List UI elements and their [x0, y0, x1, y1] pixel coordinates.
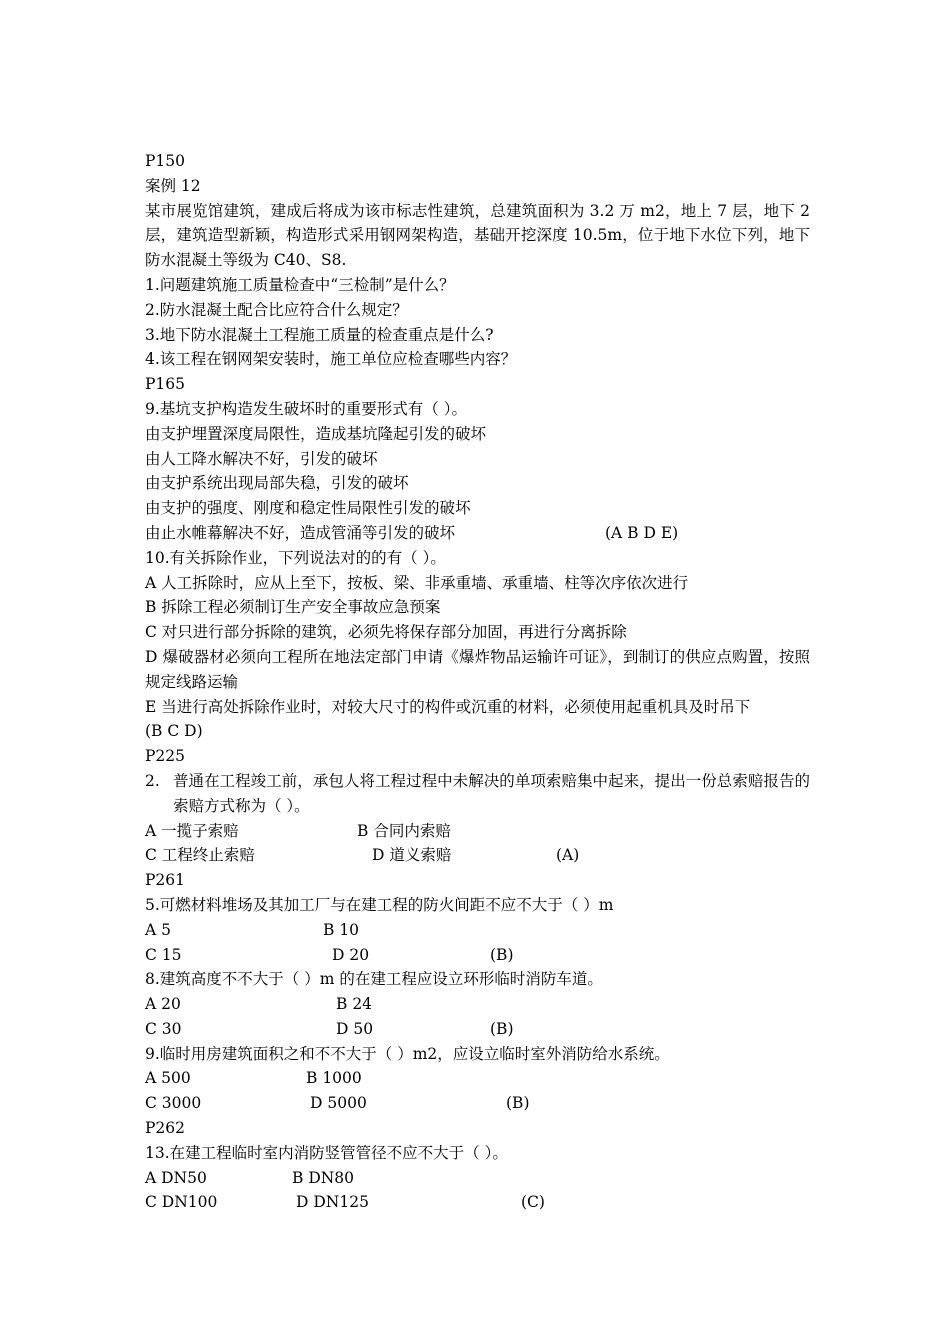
option-row: [145, 992, 810, 1017]
option-row: [145, 1091, 810, 1116]
answer: (B): [490, 1019, 514, 1038]
option: C 工程终止索赔: [145, 846, 255, 865]
option: A 一揽子索赔: [145, 821, 239, 840]
option-row: [145, 1066, 810, 1091]
question: 2.防水混凝土配合比应符合什么规定？: [145, 300, 408, 319]
option-row: [145, 819, 810, 844]
option-row: [145, 1166, 810, 1191]
option: A DN50: [145, 1168, 207, 1187]
option: C 30: [145, 1019, 182, 1038]
answer: (B): [490, 945, 514, 964]
question: 1.问题建筑施工质量检查中“三检制”是什么？: [145, 275, 455, 294]
option: A 20: [145, 995, 181, 1014]
answer: (B C D): [145, 722, 203, 741]
question: 5.可燃材料堆场及其加工厂与在建工程的防火间距不应不大于（ ）m: [145, 895, 614, 914]
option: B 拆除工程必须制订生产安全事故应急预案: [145, 598, 441, 617]
answer: (A B D E): [605, 523, 679, 542]
question: 4.该工程在钢网架安装时，施工单位应检查哪些内容？: [145, 350, 517, 369]
page-ref: P261: [145, 871, 186, 890]
page-ref: P150: [145, 152, 186, 170]
question: 8.建筑高度不不大于（ ）m 的在建工程应设立环形临时消防车道。: [145, 970, 603, 989]
option: D 5000: [310, 1094, 367, 1113]
option: D 爆破器材必须向工程所在地法定部门申请《爆炸物品运输许可证》，到制订的供应点购置，按照规定线路运输: [145, 647, 810, 691]
option: A 人工拆除时，应从上至下，按板、梁、非承重墙、承重墙、柱等次序依次进行: [145, 573, 689, 592]
case-heading: 案例 12: [145, 176, 201, 195]
question: 9.临时用房建筑面积之和不不大于（ ）m2，应设立临时室外消防给水系统。: [145, 1044, 670, 1063]
option: 由止水帷幕解决不好，造成管涌等引发的破坏: [145, 523, 456, 542]
numbered-question: [145, 769, 810, 819]
option: B 1000: [306, 1069, 362, 1088]
option-row: [145, 1017, 810, 1042]
page-ref: P262: [145, 1119, 186, 1138]
option: C 3000: [145, 1094, 202, 1113]
option: D 50: [336, 1019, 374, 1038]
option: B 24: [336, 995, 373, 1014]
option: 由支护埋置深度局限性，造成基坑隆起引发的破坏: [145, 424, 487, 443]
question-number: 2.: [145, 771, 160, 790]
option: C 15: [145, 945, 182, 964]
option: D DN125: [296, 1193, 369, 1212]
option: C DN100: [145, 1193, 218, 1212]
option-row: [145, 1190, 810, 1215]
question: 9.基坑支护构造发生破坏时的重要形式有（ ）。: [145, 399, 467, 418]
answer: (B): [506, 1094, 530, 1113]
question: 13.在建工程临时室内消防竖管管径不应不大于（ ）。: [145, 1143, 508, 1162]
option: B 合同内索赔: [357, 821, 451, 840]
option-row: [145, 918, 810, 943]
question: 3.地下防水混凝土工程施工质量的检查重点是什么?: [145, 325, 494, 344]
option-row: [145, 521, 810, 546]
option: E 当进行高处拆除作业时，对较大尺寸的构件或沉重的材料，必须使用起重机具及时吊下: [145, 697, 751, 716]
option: B 10: [323, 920, 360, 939]
option: A 500: [145, 1069, 191, 1088]
page-ref: P165: [145, 375, 186, 394]
option: D 道义索赔: [372, 846, 452, 865]
option: 由人工降水解决不好，引发的破坏: [145, 449, 378, 468]
question-text: 普通在工程竣工前，承包人将工程过程中未解决的单项索赔集中起来，提出一份总索赔报告的索赔方式称为（ ）。: [173, 771, 810, 815]
page-ref: P225: [145, 747, 186, 766]
option-row: [145, 843, 810, 868]
option: B DN80: [292, 1168, 355, 1187]
question: 10.有关拆除作业，下列说法对的的有（ ）。: [145, 548, 446, 567]
option-row: [145, 943, 810, 968]
document-body: [145, 149, 810, 1215]
option: 由支护系统出现局部失稳，引发的破坏: [145, 474, 409, 493]
answer: (C): [521, 1193, 545, 1212]
option: C 对只进行部分拆除的建筑，必须先将保存部分加固，再进行分离拆除: [145, 623, 627, 642]
option: D 20: [332, 945, 370, 964]
case-description: 某市展览馆建筑，建成后将成为该市标志性建筑，总建筑面积为 3.2 万 m2，地上 7 层，地下 2 层，建筑造型新颖，构造形式采用钢网架构造，基础开挖深度 10.5m，位于地下水位下列，地下防水混凝土等级为 C40、S8.: [145, 201, 810, 270]
answer: (A): [556, 846, 580, 865]
option: 由支护的强度、刚度和稳定性局限性引发的破坏: [145, 499, 471, 518]
option: A 5: [145, 920, 171, 939]
